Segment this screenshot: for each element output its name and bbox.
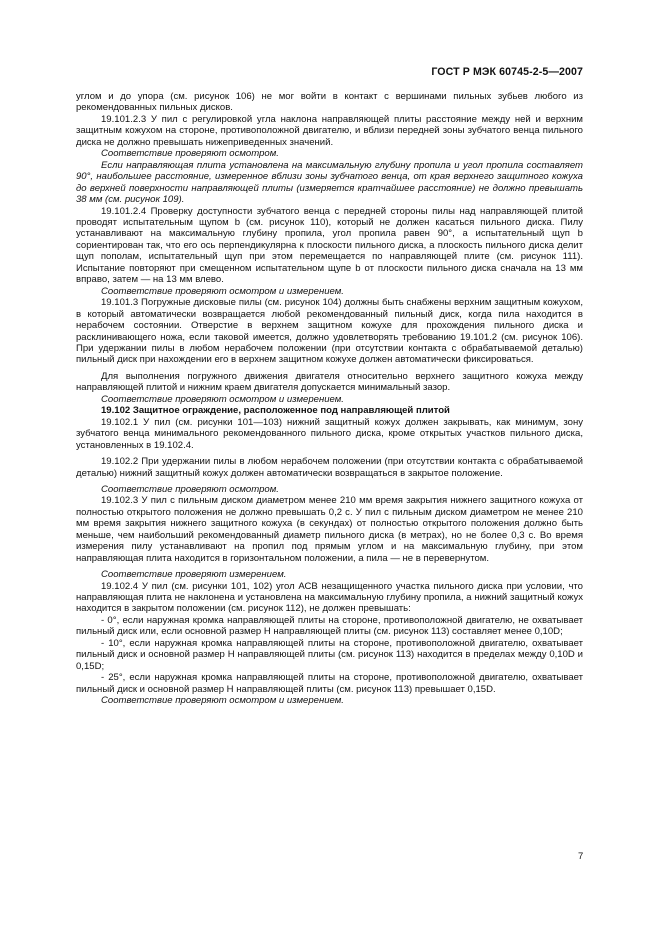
compliance-note: Соответствие проверяют осмотром и измерением. (101, 695, 344, 707)
paragraph: углом и до упора (см. рисунок 106) не мог войти в контакт с вершинами пильных зубьев любого из рекомендованных пильных дисков. (76, 91, 583, 114)
compliance-note: Соответствие проверяют осмотром и измерением. (101, 393, 344, 405)
section-heading-19-102: 19.102 Защитное ограждение, расположенное под направляющей плитой (101, 405, 450, 417)
compliance-note: Соответствие проверяют осмотром. (101, 483, 279, 495)
compliance-note: Соответствие проверяют осмотром и измерением. (101, 285, 344, 297)
paragraph: Для выполнения погружного движения двигателя относительно верхнего защитного кожуха между направляющей плитой и нижним краем двигателя допускается минимальный зазор. (76, 370, 583, 394)
list-item: - 10°, если наружная кромка направляющей плиты на стороне, противоположной двигателю, охватывает пильный диск и основной размер H направляющей плиты (см. рисунок 113) находится в пределах между 0,10D и 0,15D; (76, 637, 583, 672)
compliance-note: Соответствие проверяют осмотром. (101, 148, 279, 160)
paragraph-19-102-4: 19.102.4 У пил (см. рисунки 101, 102) угол АСВ незащищенного участка пильного диска при условии, что направляющая плита не наклонена и установлена на максимальную глубину пропила, а нижний защитный кожух находится в закрытом положении (см. рисунок 112), не должен превышать: (76, 580, 583, 615)
compliance-detail: Если направляющая плита установлена на максимальную глубину пропила и угол пропила составляет 90°, наибольшее расстояние, измеренное вблизи зоны зубчатого венца, от края верхнего защитного кожуха до верхней поверхности направляющей плиты (измеряется кратчайшее расстояние) не должно превышать 38 мм (см. рисунок 109). (76, 159, 583, 206)
paragraph-19-102-1: 19.102.1 У пил (см. рисунки 101—103) нижний защитный кожух должен закрывать, как минимум, зону зубчатого венца минимального рекомендованного пильного диска, кроме открытых участков пильного диска, установленных в 19.102.4. (76, 416, 583, 451)
document-body (76, 91, 583, 707)
paragraph-19-101-3: 19.101.3 Погружные дисковые пилы (см. рисунок 104) должны быть снабжены верхним защитным кожухом, в который автоматически возвращается любой рекомендованный пильный диск, когда пила находится в нерабочем состоянии. Отверстие в верхнем защитном кожухе для прохождения пильного диска и расклинивающего ножа, если таковой имеется, должно удовлетворять требованию 19.101.2 (см. рисунок 106). При удержании пилы в любом нерабочем положении (при отсутствии контакта с обрабатываемой деталью) пильный диск при нахождении его в верхнем защитном кожухе должен автоматически фиксироваться. (76, 297, 583, 366)
document-header: ГОСТ Р МЭК 60745-2-5—2007 (431, 66, 583, 78)
page-number: 7 (578, 851, 584, 862)
compliance-note: Соответствие проверяют измерением. (101, 569, 287, 581)
list-item: - 25°, если наружная кромка направляющей плиты на стороне, противоположной двигателю, охватывает пильный диск и основной размер H направляющей плиты (см. рисунок 113) превышает 0,15D. (76, 672, 583, 695)
paragraph-19-102-3: 19.102.3 У пил с пильным диском диаметром менее 210 мм время закрытия нижнего защитного кожуха от полностью открытого положения не должно превышать 0,2 с. У пил с пильным диском диаметром не менее 210 мм время закрытия нижнего защитного кожуха (в секундах) от полностью открытого положения должно быть меньше, чем наибольший рекомендованный диаметр пильного диска (в метрах), но не более 0,3 с. Во время измерения пилу устанавливают на пропил под прямым углом и на максимальную глубину, при этом направляющая плита находится в горизонтальном положении, а пила — не в перевернутом. (76, 495, 583, 564)
paragraph-19-101-2-4: 19.101.2.4 Проверку доступности зубчатого венца с передней стороны пилы над направляющей плитой проводят испытательным щупом b (см. рисунок 110), который не должен касаться пильного диска. Пилу устанавливают на максимальную глубину пропила, угол пропила равен 90°, а испытательный щуп b сориентирован так, что его ось перпендикулярна к плоскости пильного диска, а плоскость пильного диска делит щуп пополам, испытательный щуп при этом перемещается по направляющей плите (см. рисунок 111). Испытание повторяют при смещенном испытательном щупе b от плоскости пильного диска сначала на 13 мм вправо, затем — на 13 мм влево. (76, 205, 583, 286)
paragraph-19-102-2: 19.102.2 При удержании пилы в любом нерабочем положении (при отсутствии контакта с обрабатываемой деталью) нижний защитный кожух должен автоматически возвращаться в закрытое положение. (76, 456, 583, 479)
list-item: - 0°, если наружная кромка направляющей плиты на стороне, противоположной двигателю, не охватывает пильный диск или, если основной размер H направляющей плиты (см. рисунок 113) составляет менее 0,10D; (76, 614, 583, 638)
paragraph-19-101-2-3: 19.101.2.3 У пил с регулировкой угла наклона направляющей плиты расстояние между ней и верхним защитным кожухом на стороне, противоположной двигателю, и вблизи передней зоны зубчатого венца пильного диска не должно превышать нижеприведенных значений. (76, 113, 583, 148)
